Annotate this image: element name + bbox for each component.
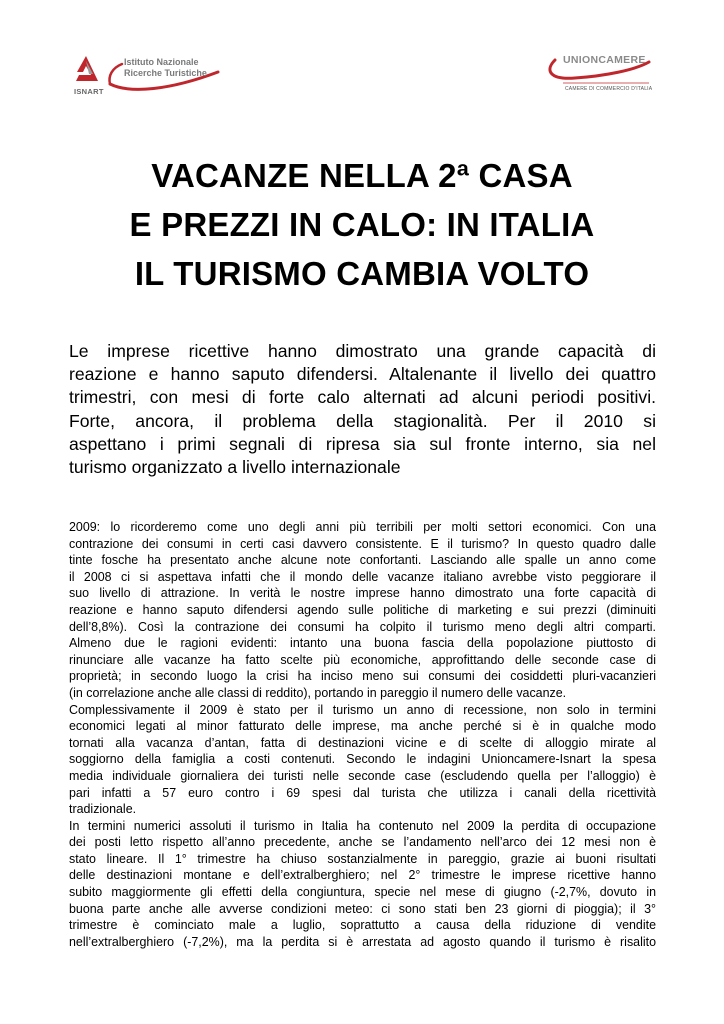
body-line: soggiorno della famiglia a costi contenuti. Secondo le indagini Unioncamere-Isnart la spesa xyxy=(69,752,656,767)
body-line: (in correlazione anche alle classi di reddito), portando in pareggio il numero delle vacanze. xyxy=(69,685,567,700)
body-line: Almeno due le ragioni evidenti: intanto una buona fascia della popolazione piuttosto di xyxy=(69,636,656,651)
lead-line: trimestri, con mesi di forte calo alternati ad alcuni periodi positivi. xyxy=(69,387,656,408)
isnart-line-1: Istituto Nazionale xyxy=(124,57,199,67)
body-line: nell’extralberghiero (-7,2%), ma la perdita si è arrestata ad agosto quando il turismo è risalito xyxy=(69,934,656,949)
body-line: il 2008 ci si aspettava infatti che il mondo delle vacanze italiano avrebbe visto peggiorare il xyxy=(69,569,656,584)
body-line: contrazione dei consumi in certi casi davvero consistente. E il turismo? In questo quadro dalle xyxy=(69,536,656,551)
isnart-logo xyxy=(70,50,220,102)
body-line: tornati alla vacanza d’antan, fatta di destinazioni vicine e di scelte di alloggio mirate al xyxy=(69,735,656,750)
body-line: tradizionale. xyxy=(69,802,137,817)
isnart-brand: ISNART xyxy=(74,87,104,96)
page-title xyxy=(0,151,724,298)
body-line: delle destinazioni montane e dell’extralberghiero; nel 2° trimestre le imprese ricettive hanno xyxy=(69,868,656,883)
body-line: buona parte anche alle avverse condizioni meteo: ci sono stati ben 23 giorni di pioggia); il 3° xyxy=(69,901,656,916)
body-line: rinunciare alle vacanze ha fatto scelte più economiche, approfittando delle seconde case di xyxy=(69,652,656,667)
lead-line: Le imprese ricettive hanno dimostrato una grande capacità di xyxy=(69,341,656,361)
body-line: Complessivamente il 2009 è stato per il turismo un anno di recessione, non solo in termini xyxy=(69,702,656,717)
body-line: dell’8,8%). Così la contrazione dei consumi ha colpito il turismo meno degli altri comparti. xyxy=(69,619,656,634)
body-line: pari infatti a 57 euro contro i 69 spesi dal turista che utilizza i canali della ricettività xyxy=(69,785,656,800)
title-line: VACANZE NELLA 2ª CASA xyxy=(151,157,573,194)
lead-paragraph xyxy=(69,340,656,479)
body-line: reazione e hanno saputo difendersi agendo sulle politiche di marketing e sui prezzi (diminuiti xyxy=(69,602,656,617)
isnart-institute-name xyxy=(124,57,207,79)
body-line: media individuale giornaliera dei turisti nelle seconde case (escludendo quella per l’alloggio) è xyxy=(69,768,656,783)
unioncamere-logo xyxy=(545,50,653,100)
body-line: economici legati al minor fatturato delle imprese, ma anche perché si è in qualche modo xyxy=(69,719,656,734)
lead-line: reazione e hanno saputo difendersi. Altalenante il livello dei quattro xyxy=(69,364,656,385)
lead-line: aspettano i primi segnali di ripresa sia sul fronte interno, sia nel xyxy=(69,433,656,454)
body-line: stato lineare. Il 1° trimestre ha chiuso sostanzialmente in pareggio, grazie ai buoni risultati xyxy=(69,851,656,866)
body-line: In termini numerici assoluti il turismo in Italia ha contenuto nel 2009 la perdita di occupazione xyxy=(69,818,656,833)
body-line: subito maggiormente gli effetti della congiuntura, specie nel mese di giugno (-2,7%, dovuto in xyxy=(69,885,656,900)
unioncamere-subtitle: CAMERE DI COMMERCIO D'ITALIA xyxy=(565,86,653,92)
title-line: IL TURISMO CAMBIA VOLTO xyxy=(134,255,590,292)
body-text xyxy=(69,519,656,950)
unioncamere-name: UNIONCAMERE xyxy=(563,54,646,66)
title-line: E PREZZI IN CALO: IN ITALIA xyxy=(129,206,595,243)
body-line: proprietà; in secondo luogo la crisi ha inciso meno sui consumi dei cosiddetti pluri-vacanzieri xyxy=(69,669,656,684)
body-line: tinte fosche ha presentato anche alcune note confortanti. Lasciando alle spalle un anno come xyxy=(69,553,656,568)
body-line: 2009: lo ricorderemo come uno degli anni più terribili per molti settori economici. Con una xyxy=(69,520,656,534)
isnart-line-2: Ricerche Turistiche xyxy=(124,68,207,78)
body-line: trimestre è cominciato male a luglio, soprattutto a causa della riduzione di vendite xyxy=(69,918,656,933)
body-line: suo livello di attrazione. In verità le nostre imprese hanno dimostrato una forte capacità di xyxy=(69,586,656,601)
lead-line: turismo organizzato a livello internazionale xyxy=(69,457,401,478)
lead-line: Forte, ancora, il problema della stagionalità. Per il 2010 si xyxy=(69,410,656,431)
body-line: dei posti letto rispetto all’anno precedente, anche se l’andamento nell’arco dei 12 mesi non è xyxy=(69,835,656,850)
